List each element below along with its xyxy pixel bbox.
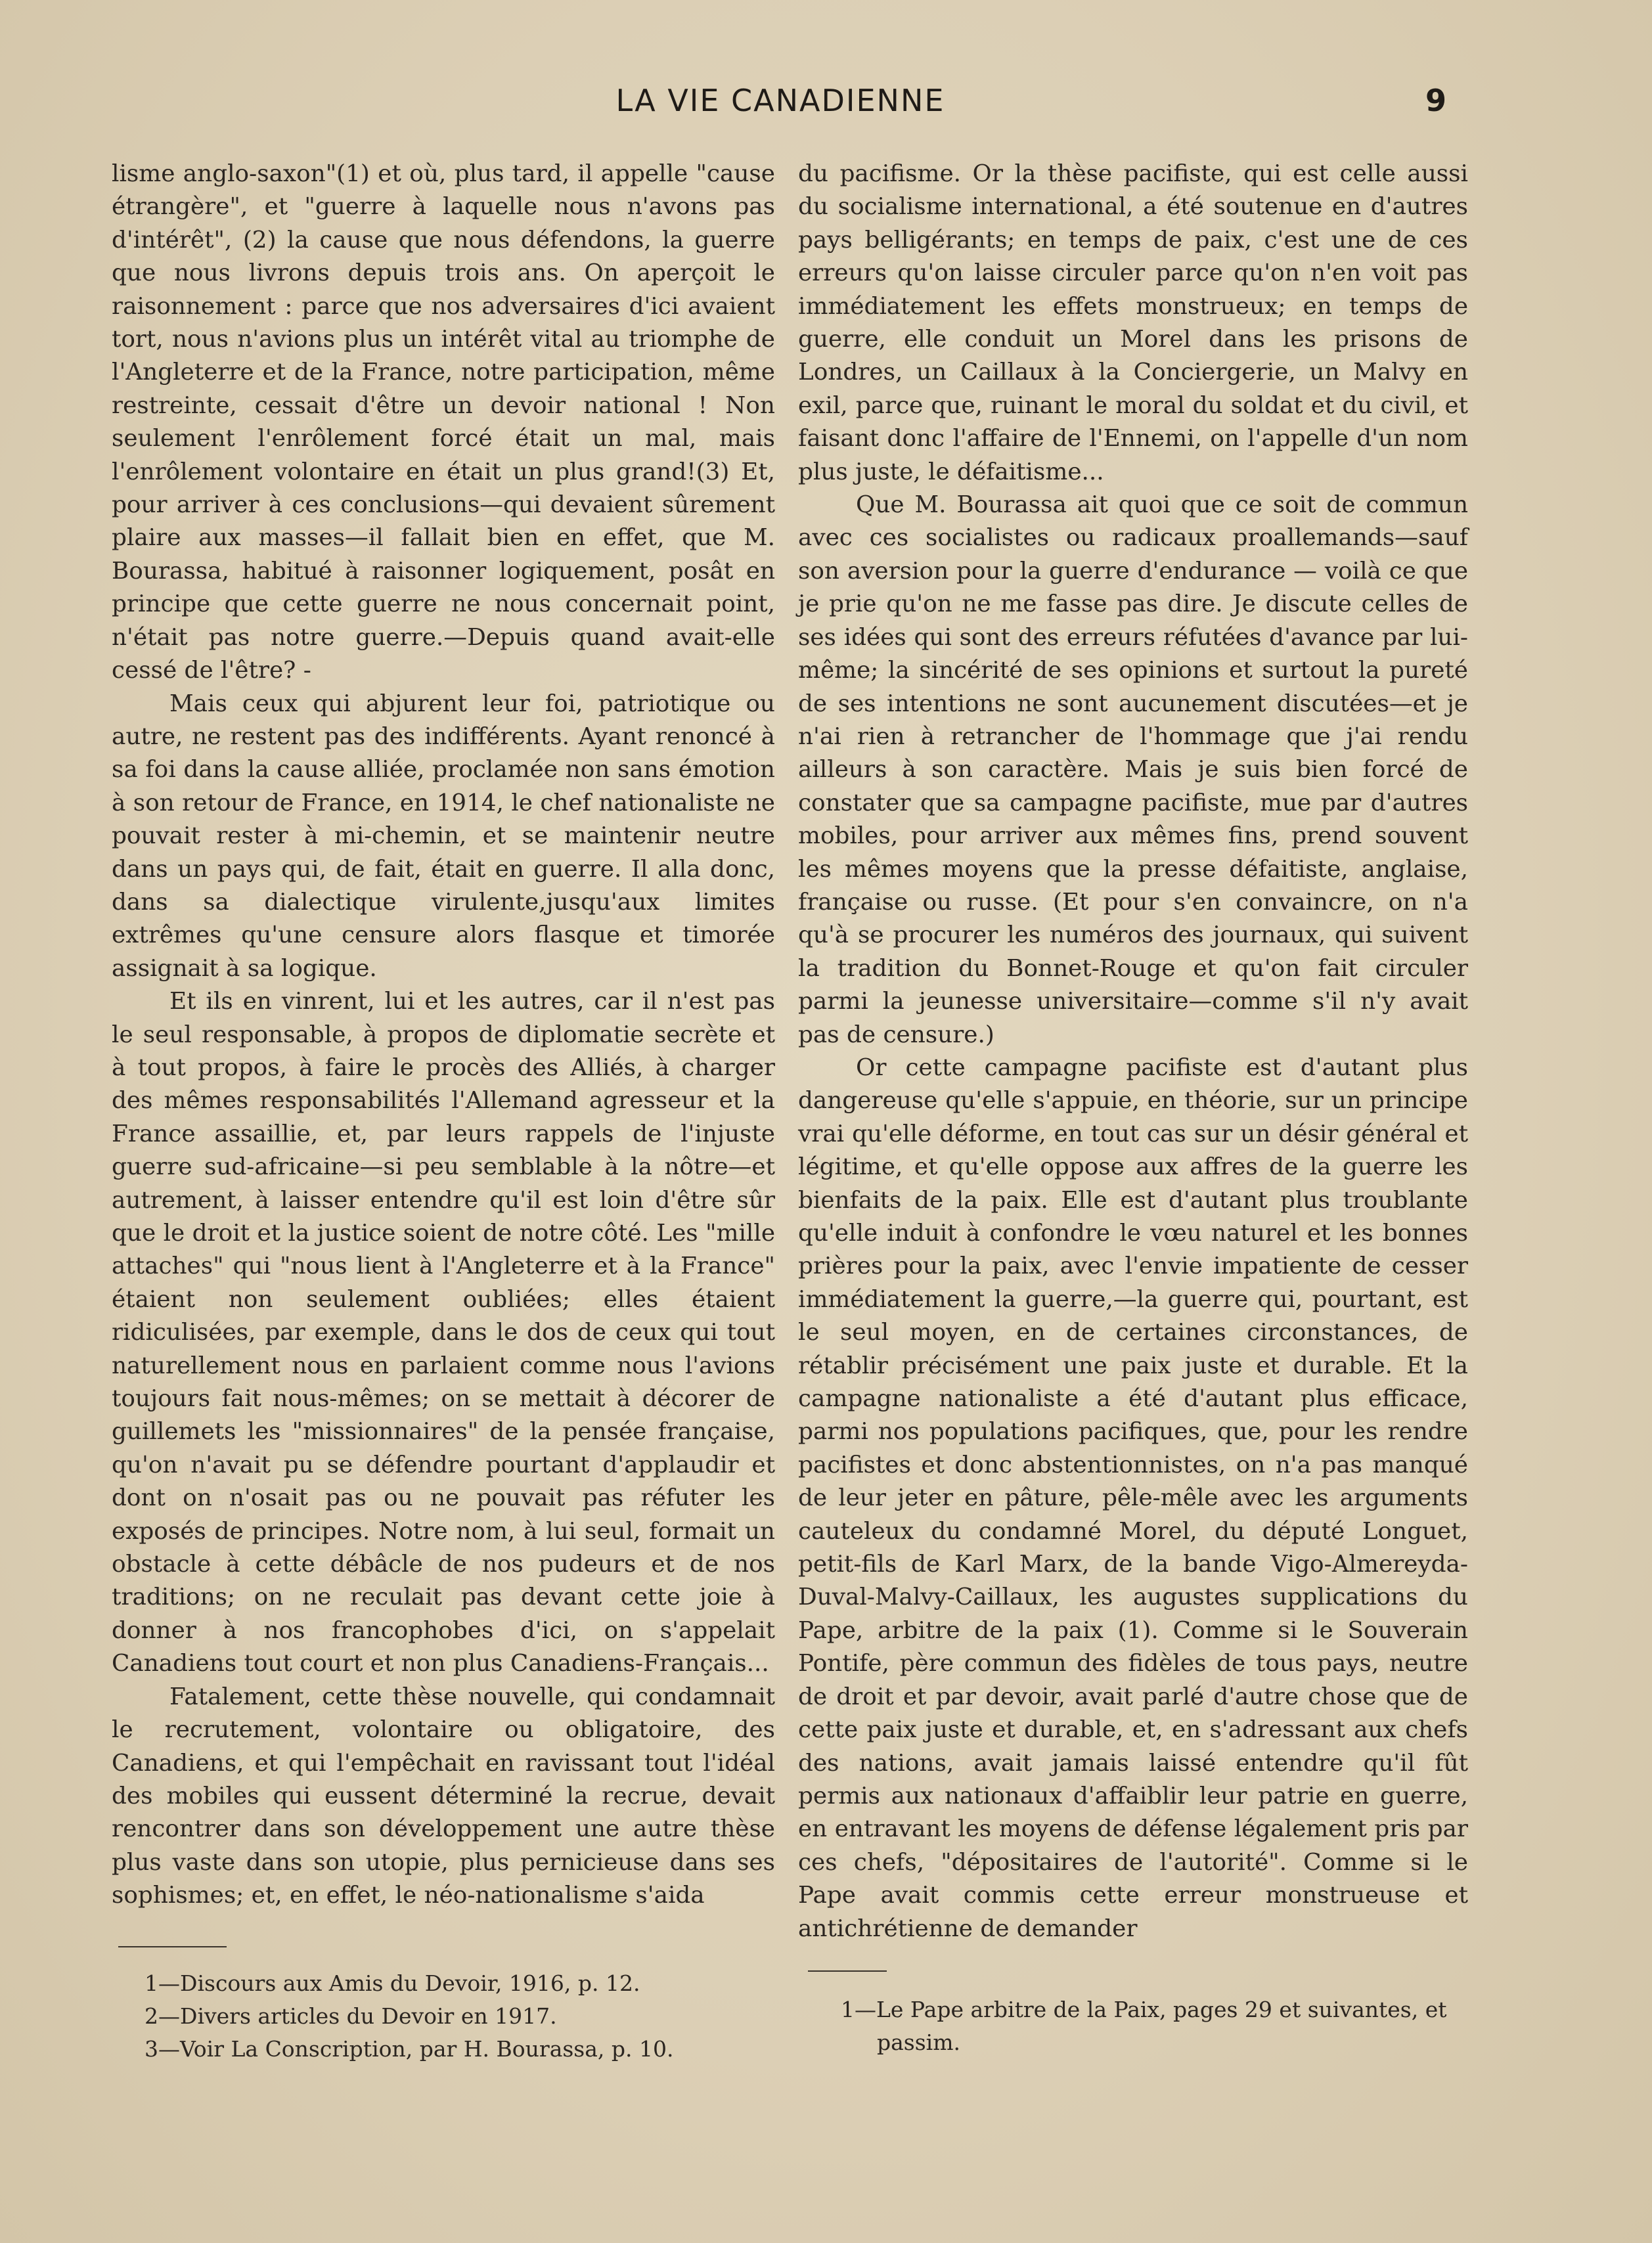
footnote-separator xyxy=(808,1970,887,1972)
paragraph: Que M. Bourassa ait quoi que ce soit de commun avec ces socialistes ou radicaux proallemands—sauf son aversion pour la guerre d'endurance — voilà ce que je prie qu'on ne me fasse pas dire. Je discute celles de ses idées qui sont des erreurs réfutées d'avance par lui-même; la sincérité de ses opinions et surtout la pureté de ses intentions ne sont aucunement discutées—et je n'ai rien à retrancher de l'hommage que j'ai rendu ailleurs à son caractère. Mais je suis bien forcé de constater que sa campagne pacifiste, mue par d'autres mobiles, pour arriver aux mêmes fins, prend souvent les mêmes moyens que la presse défaitiste, anglaise, française ou russe. (Et pour s'en convaincre, on n'a qu'à se procurer les numéros des journaux, qui suivent la tradition du Bonnet-Rouge et qu'on fait circuler parmi la jeunesse universitaire—comme s'il n'y avait pas de censure.) xyxy=(798,491,1468,1048)
running-title: LA VIE CANADIENNE xyxy=(615,83,945,118)
footnotes-left xyxy=(145,1967,775,2066)
footnote: 1—Discours aux Amis du Devoir, 1916, p. 12. xyxy=(145,1970,640,1996)
left-column xyxy=(112,158,775,1913)
page-number: 9 xyxy=(1425,83,1447,118)
footnote: 1—Le Pape arbitre de la Paix, pages 29 et suivantes, et passim. xyxy=(841,1997,1447,2055)
paragraph: du pacifisme. Or la thèse pacifiste, qui est celle aussi du socialisme international, a été soutenue en d'autres pays belligérants; en temps de paix, c'est une de ces erreurs qu'on laisse circuler parce qu'on n'en voit pas immédiatement les effets monstrueux; en temps de guerre, elle conduit un Morel dans les prisons de Londres, un Caillaux à la Conciergerie, un Malvy en exil, parce que, ruinant le moral du soldat et du civil, et faisant donc l'affaire de l'Ennemi, on l'appelle d'un nom plus juste, le défaitisme... xyxy=(798,160,1468,485)
page-header xyxy=(0,83,1652,129)
paragraph: Fatalement, cette thèse nouvelle, qui condamnait le recrutement, volontaire ou obligatoire, des Canadiens, et qui l'empêchait en ravissant tout l'idéal des mobiles qui eussent déterminé la recrue, devait rencontrer dans son développement une autre thèse plus vaste dans son utopie, plus pernicieuse dans ses sophismes; et, en effet, le néo-nationalisme s'aida xyxy=(112,1683,775,1909)
footnote-separator xyxy=(118,1946,227,1947)
right-column xyxy=(798,158,1468,1945)
paragraph: Et ils en vinrent, lui et les autres, car il n'est pas le seul responsable, à propos de diplomatie secrète et à tout propos, à faire le procès des Alliés, à charger des mêmes responsabilités l'Allemand agresseur et la France assaillie, et, par leurs rappels de l'injuste guerre sud-africaine—si peu semblable à la nôtre—et autrement, à laisser entendre qu'il est loin d'être sûr que le droit et la justice soient de notre côté. Les "mille attaches" qui "nous lient à l'Angleterre et à la France" étaient non seulement oubliées; elles étaient ridiculisées, par exemple, dans le dos de ceux qui tout naturellement nous en parlaient comme nous l'avions toujours fait nous-mêmes; on se mettait à décorer de guillemets les "missionnaires" de la pensée française, qu'on n'avait pu se défendre pourtant d'applaudir et dont on n'osait pas ou ne pouvait pas réfuter les exposés de principes. Notre nom, à lui seul, formait un obstacle à cette débâcle de nos pudeurs et de nos traditions; on ne reculait pas devant cette joie à donner à nos francophobes d'ici, on s'appelait Canadiens tout court et non plus Canadiens-Français... xyxy=(112,988,775,1677)
paragraph: Or cette campagne pacifiste est d'autant plus dangereuse qu'elle s'appuie, en théorie, sur un principe vrai qu'elle déforme, en tout cas sur un désir général et légitime, et qu'elle oppose aux affres de la guerre les bienfaits de la paix. Elle est d'autant plus troublante qu'elle induit à confondre le vœu naturel et les bonnes prières pour la paix, avec l'envie impatiente de cesser immédiatement la guerre,—la guerre qui, pourtant, est le seul moyen, en de certaines circonstances, de rétablir précisément une paix juste et durable. Et la campagne nationaliste a été d'autant plus efficace, parmi nos populations pacifiques, que, pour les rendre pacifistes et donc abstentionnistes, on n'a pas manqué de leur jeter en pâture, pêle-mêle avec les arguments cauteleux du condamné Morel, du député Longuet, petit-fils de Karl Marx, de la bande Vigo-Almereyda-Duval-Malvy-Caillaux, les augustes supplications du Pape, arbitre de la paix (1). Comme si le Souverain Pontife, père commun des fidèles de tous pays, neutre de droit et par devoir, avait parlé d'autre chose que de cette paix juste et durable, et, en s'adressant aux chefs des nations, avait jamais laissé entendre qu'il fût permis aux nationaux d'affaiblir leur patrie en guerre, en entravant les moyens de défense légalement pris par ces chefs, "dépositaires de l'autorité". Comme si le Pape avait commis cette erreur monstrueuse et antichrétienne de demander xyxy=(798,1054,1468,1942)
footnote: 3—Voir La Conscription, par H. Bourassa, p. 10. xyxy=(145,2036,674,2062)
footnotes-right xyxy=(841,1993,1471,2059)
paragraph: Mais ceux qui abjurent leur foi, patriotique ou autre, ne restent pas des indifférents. Ayant renoncé à sa foi dans la cause alliée, proclamée non sans émotion à son retour de France, en 1914, le chef nationaliste ne pouvait rester à mi-chemin, et se maintenir neutre dans un pays qui, de fait, était en guerre. Il alla donc, dans sa dialectique virulente,jusqu'aux limites extrêmes qu'une censure alors flasque et timorée assignait à sa logique. xyxy=(112,690,775,982)
paragraph: lisme anglo-saxon"(1) et où, plus tard, il appelle "cause étrangère", et "guerre à laquelle nous n'avons pas d'intérêt", (2) la cause que nous défendons, la guerre que nous livrons depuis trois ans. On aperçoit le raisonnement : parce que nos adversaires d'ici avaient tort, nous n'avions plus un intérêt vital au triomphe de l'Angleterre et de la France, notre participation, même restreinte, cessait d'être un devoir national ! Non seulement l'enrôlement forcé était un mal, mais l'enrôlement volontaire en était un plus grand!(3) Et, pour arriver à ces conclusions—qui devaient sûrement plaire aux masses—il fallait bien en effet, que M. Bourassa, habitué à raisonner logiquement, posât en principe que cette guerre ne nous concernait point, n'était pas notre guerre.—Depuis quand avait-elle cessé de l'être? - xyxy=(112,160,775,684)
footnote: 2—Divers articles du Devoir en 1917. xyxy=(145,2003,557,2029)
